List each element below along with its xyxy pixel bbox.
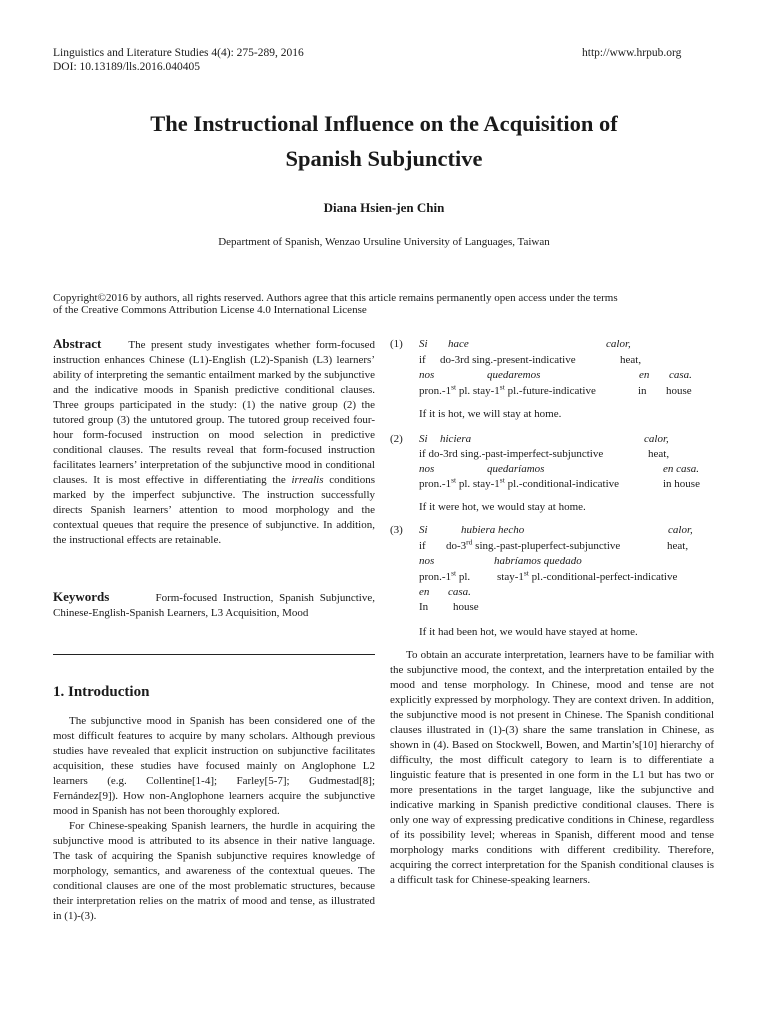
ex1-translation: If it is hot, we will stay at home. [419,408,562,420]
ex3-casa: casa. [448,586,471,598]
title-line-2: Spanish Subjunctive [285,146,483,171]
ex2-en-casa: en casa. [663,463,700,475]
ex2-calor: calor, [644,433,669,445]
ex2-hiciera: hiciera [440,433,472,445]
ex2-quedariamos: quedaríamos [487,463,545,475]
right-paragraph-1: To obtain an accurate interpretation, learners have to be familiar with the subjunctive mood, the context, and the interpretation entailed by the mood and tense morphology. In Chinese, mood and tense are not explicitly expressed by morphology. They are context driven. In addition, the subjunctive mood is not present in Chinese. The Spanish conditional clauses illustrated in (1)-(3) share the same translation in Chinese, as shown in (4). Based on Stockwell, Bowen, and Martin’s[10] hierarchy of difficulty, the most difficult category to learn is to differentiate a linguistic feature that is presented in one form in the L1 but has two or more presentations in the target language, like the subjunctive and indicative marking in Spanish predictive conditional clauses. There is only one way of expressing predicative conditions in Chinese, regardless of its possibility level; whereas in Spanish, different mood and tense morphology marks conditions with different credibility. Therefore, acquiring the correct interpretation for the Spanish conditional clauses is a difficult task for Chinese-speaking learners. [390,649,714,886]
abstract-irrealis: irrealis [291,474,324,486]
affiliation: Department of Spanish, Wenzao Ursuline University of Languages, Taiwan [218,236,550,248]
ex2-si: Si [419,433,428,445]
ex1-casa: casa. [669,369,692,381]
ex1-gloss-heat: heat, [620,354,642,366]
ex1-gloss-house: house [666,385,692,397]
ex2-gloss-in-house: in house [663,478,700,490]
journal-url[interactable]: http://www.hrpub.org [582,47,682,59]
ex2-gloss-line: if do-3rd sing.-past-imperfect-subjunctive [419,448,604,460]
journal-citation: Linguistics and Literature Studies 4(4): 275-289, 2016 [53,47,304,59]
abstract-text-2: conditions marked by the imperfect subjunctive. The instruction successfully directs Spanish learners’ attention to mood morphology and the contextual queues that require the presence of subjunctive. In addition, the instructional effects are retainable. [53,474,376,546]
doi: DOI: 10.13189/lls.2016.040405 [53,61,200,73]
section-heading-introduction: 1. Introduction [53,684,150,700]
title-line-1: The Instructional Influence on the Acquisition of [150,111,618,136]
ex3-hubiera-hecho: hubiera hecho [461,524,525,536]
ex3-habriamos-quedado: habríamos quedado [494,555,582,567]
ex1-nos: nos [419,369,435,381]
copyright-line-2: of the Creative Commons Attribution License 4.0 International License [53,304,367,316]
abstract [53,336,375,548]
ex1-en: en [639,369,650,381]
ex1-gloss-in: in [638,385,647,397]
ex3-nos: nos [419,555,435,567]
copyright-notice [53,292,717,316]
copyright-line-1: Copyright©2016 by authors, all rights reserved. Authors agree that this article remains permanently open access under the terms [53,292,618,304]
paper-title [60,106,708,176]
ex3-gloss-stay: stay-1st pl.-conditional-perfect-indicative [497,568,678,583]
ex3-gloss-pron: pron.-1st pl. [419,568,471,583]
abstract-text-1: form-focused instruction enhances Chinese (L1)-English (L2)-Spanish (L3) learners’ ability of interpreting the semantic entailment marked by the subjunctive and the indicative moods in Spanish predictive conditional clauses. Three groups participated in the study: (1) the native group (2) the tutored group (3) the untutored group. The tutored group received four-hour form-focused instruction on mood selection in predictive conditional clauses. The results reveal that form-focused instruction facilitates learners’ interpretation of the subjunctive mood in conditional clauses. It is most effective in differentiating the [53,339,375,486]
ex1-gloss-verb: do-3rd sing.-present-indicative [440,354,576,366]
ex3-gloss-in: In [419,601,429,613]
ex3-si: Si [419,524,428,536]
ex3-gloss-if: if [419,540,426,552]
keywords-text: Form-focused Instruction, Spanish Subjunctive, Chinese-English-Spanish Learners, L3 Acquisition, Mood [53,592,375,619]
examples-block [390,337,714,637]
ex3-calor: calor, [668,524,693,536]
ex2-gloss-pron: pron.-1st pl. stay-1st pl.-conditional-indicative [419,475,620,490]
ex1-gloss-if: if [419,354,426,366]
ex3-gloss-heat: heat, [667,540,689,552]
divider [53,654,375,655]
example-3-number: (3) [390,524,403,536]
ex2-gloss-heat: heat, [648,448,670,460]
ex3-en: en [419,586,430,598]
intro-paragraph-2: For Chinese-speaking Spanish learners, the hurdle in acquiring the subjunctive mood is attributed to its absence in their native language. The task of acquiring the Spanish subjunctive requires knowledge of morphology, semantics, and awareness of the contextual queues. The conditional clauses are one of the most problematic structures, because their interpretation relies on the matrix of mood and tense, as illustrated in (1)-(3). [53,820,375,922]
ex2-translation: If it were hot, we would stay at home. [419,501,586,513]
ex3-gloss-house: house [453,601,479,613]
ex1-hace: hace [448,338,469,350]
introduction-body [53,714,375,924]
right-body [390,648,714,888]
example-2-number: (2) [390,433,403,445]
abstract-label: Abstract [53,336,102,351]
author-name: Diana Hsien-jen Chin [323,200,445,215]
ex1-calor: calor, [606,338,631,350]
keywords-label: Keywords [53,589,110,604]
keywords [53,589,375,621]
ex1-gloss-pron: pron.-1st pl. stay-1st pl.-future-indicative [419,382,596,397]
intro-paragraph-1: The subjunctive mood in Spanish has been considered one of the most difficult features to acquire by many scholars. Although previous studies have revealed that explicit instruction on subjunctive facilitates acquisition, these studies have focused mainly on Anglophone L2 learners (e.g. Collentine[1-4]; Farley[5-7]; Gudmestad[8]; Fernández[9]). How non-Anglophone learners acquire the subjunctive mood in Spanish has not been thoroughly explored. [53,715,375,817]
ex1-si: Si [419,338,428,350]
ex1-quedaremos: quedaremos [487,369,541,381]
abstract-lead: The present study investigates whether [128,339,311,351]
example-1-number: (1) [390,338,403,350]
ex3-translation: If it had been hot, we would have stayed at home. [419,626,638,638]
ex2-nos: nos [419,463,435,475]
ex3-gloss-verb: do-3rd sing.-past-pluperfect-subjunctive [446,537,621,552]
